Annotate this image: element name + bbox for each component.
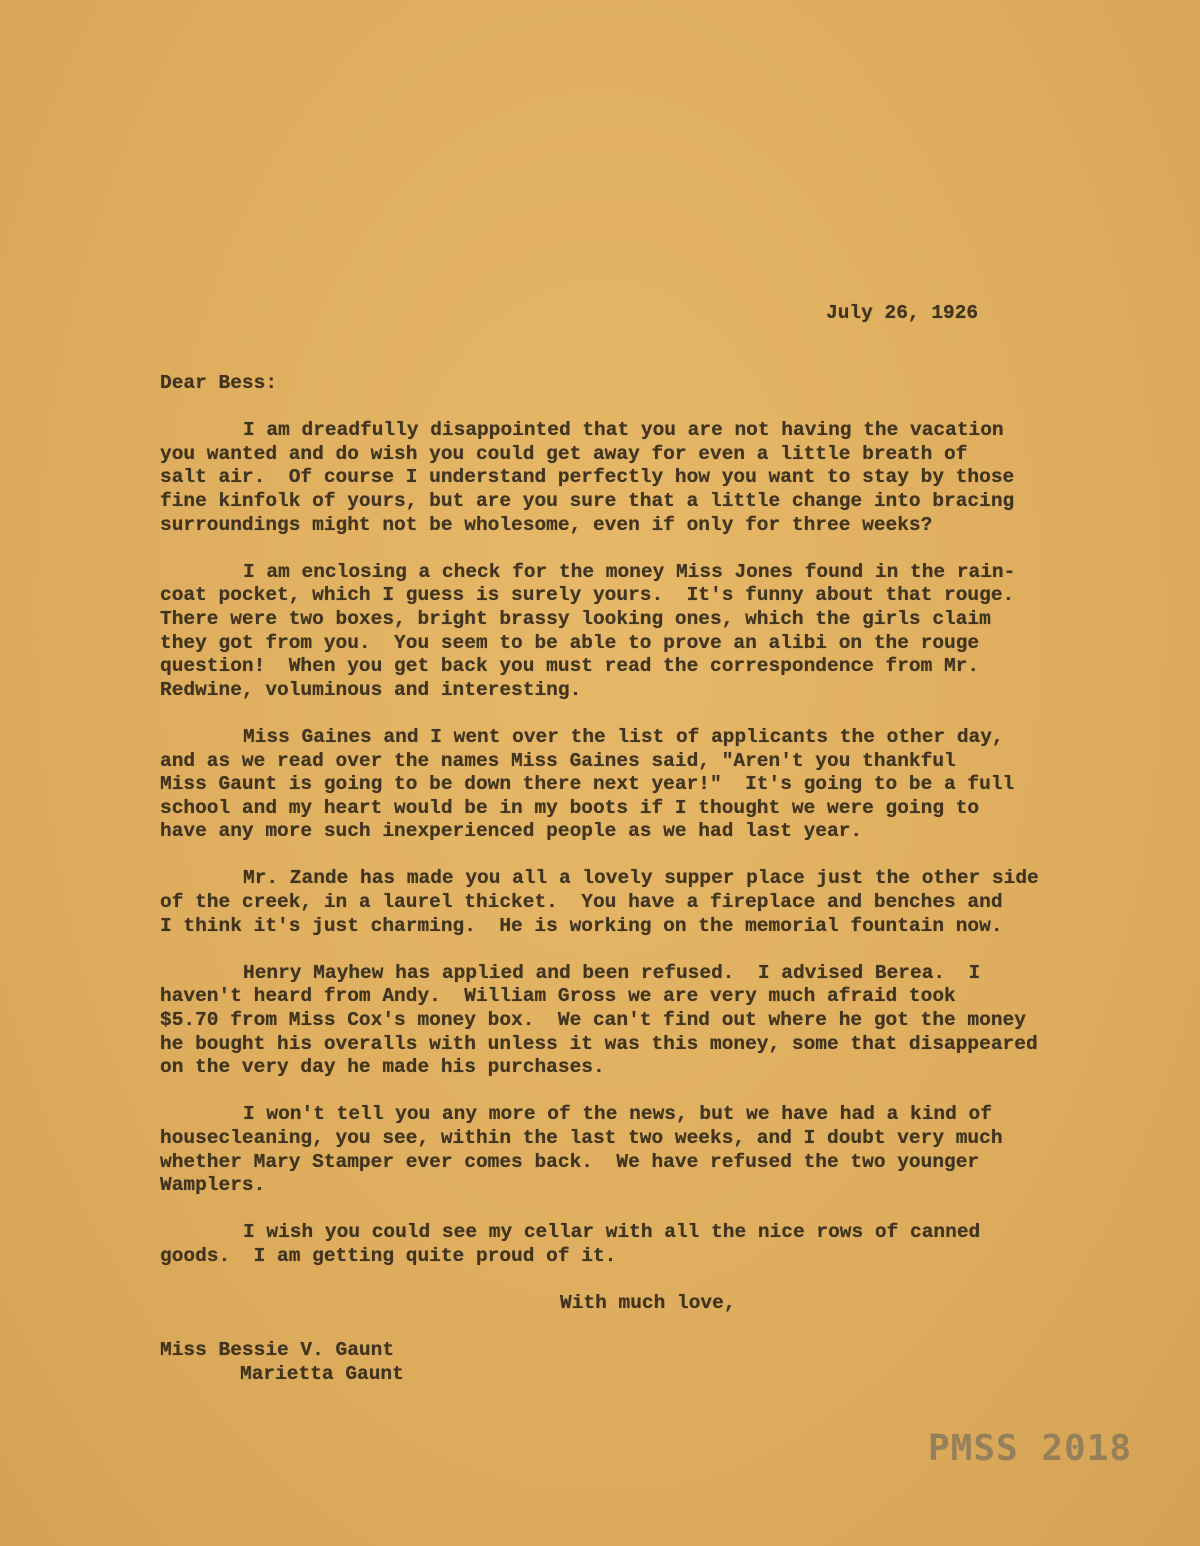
paragraph-line: whether Mary Stamper ever comes back. We have refused the two younger: [160, 1150, 980, 1173]
paragraph-line: haven't heard from Andy. William Gross we are very much afraid took: [160, 985, 956, 1008]
paragraph-line: coat pocket, which I guess is surely yours. It's funny about that rouge.: [160, 584, 1015, 607]
paragraph-line: I think it's just charming. He is working on the memorial fountain now.: [160, 914, 1003, 937]
archive-stamp: PMSS 2018: [928, 1428, 1133, 1469]
paragraph-line: school and my heart would be in my boots if I thought we were going to: [160, 796, 980, 819]
recipient-address: Marietta Gaunt: [240, 1362, 404, 1385]
paragraph-line: question! When you get back you must read the correspondence from Mr.: [160, 655, 980, 678]
paragraph-line: Henry Mayhew has applied and been refused. I advised Berea. I: [243, 961, 981, 984]
paragraph-line: and as we read over the names Miss Gaines said, "Aren't you thankful: [160, 749, 956, 772]
letter-date: July 26, 1926: [826, 302, 979, 324]
paragraph-line: they got from you. You seem to be able to prove an alibi on the rouge: [160, 631, 980, 654]
paragraph: [160, 962, 1039, 1080]
paragraph-line: you wanted and do wish you could get away for even a little breath of: [160, 442, 968, 465]
paragraph-line: of the creek, in a laurel thicket. You have a fireplace and benches and: [160, 891, 1003, 914]
paragraph-line: Wamplers.: [160, 1174, 266, 1197]
paragraph-line: I am dreadfully disappointed that you are not having the vacation: [243, 419, 1004, 442]
paragraph-line: There were two boxes, bright brassy looking ones, which the girls claim: [160, 607, 991, 630]
paragraph-line: have any more such inexperienced people as we had last year.: [160, 820, 863, 843]
paragraph-line: on the very day he made his purchases.: [160, 1056, 605, 1079]
paragraph-line: I won't tell you any more of the news, but we have had a kind of: [243, 1103, 992, 1126]
recipient-name: Miss Bessie V. Gaunt: [160, 1339, 395, 1362]
paragraph-line: Miss Gaines and I went over the list of applicants the other day,: [243, 725, 1004, 748]
paragraph-line: housecleaning, you see, within the last two weeks, and I doubt very much: [160, 1127, 1003, 1149]
closing: With much love,: [560, 1292, 736, 1315]
paragraph-line: salt air. Of course I understand perfectly how you want to stay by those: [160, 466, 1015, 489]
paragraph-line: I am enclosing a check for the money Miss Jones found in the rain-: [243, 560, 1016, 583]
paragraph: [160, 419, 1039, 537]
paragraph: [160, 726, 1039, 844]
paragraph-line: $5.70 from Miss Cox's money box. We can't find out where he got the money: [160, 1009, 1026, 1032]
paragraph: [160, 1221, 1039, 1268]
paragraph-line: Redwine, voluminous and interesting.: [160, 678, 582, 701]
paragraphs: [160, 419, 1039, 1292]
paragraph: [160, 561, 1039, 703]
paragraph-line: Mr. Zande has made you all a lovely supper place just the other side: [243, 867, 1039, 890]
paragraph-line: he bought his overalls with unless it was this money, some that disappeared: [160, 1032, 1038, 1055]
paragraph-line: Miss Gaunt is going to be down there next year!" It's going to be a full: [160, 773, 1015, 796]
paragraph-line: fine kinfolk of yours, but are you sure that a little change into bracing: [160, 489, 1015, 512]
paragraph: [160, 1103, 1039, 1197]
paragraph: [160, 867, 1039, 938]
paragraph-line: surroundings might not be wholesome, even if only for three weeks?: [160, 513, 933, 536]
paragraph-line: I wish you could see my cellar with all the nice rows of canned: [243, 1221, 981, 1244]
letter-body: [160, 372, 1039, 1387]
salutation: Dear Bess:: [160, 372, 278, 394]
paragraph-line: goods. I am getting quite proud of it.: [160, 1244, 617, 1267]
